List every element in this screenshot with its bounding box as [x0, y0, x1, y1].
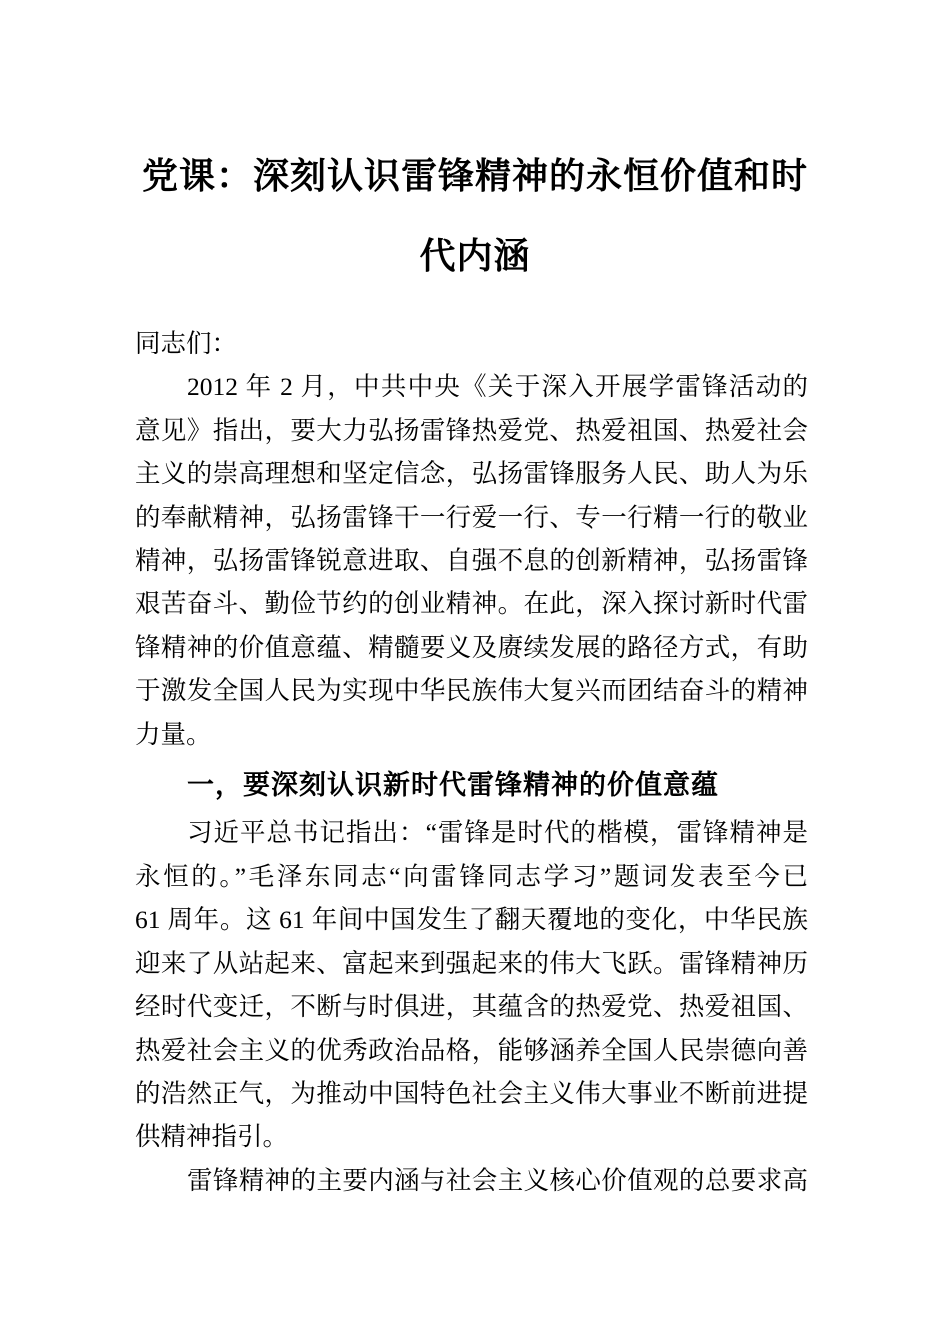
text-line: 永恒的。”毛泽东同志“向雷锋同志学习”题词发表至今已: [135, 861, 808, 891]
paragraph-section1-b: [135, 1159, 808, 1202]
text-line: 主义的崇高理想和坚定信念，弘扬雷锋服务人民、助人为乐: [135, 459, 808, 489]
text-line: 经时代变迁，不断与时俱进，其蕴含的热爱党、热爱祖国、: [135, 992, 808, 1022]
paragraph-section1-a: [135, 811, 808, 1158]
text-line: 锋精神的价值意蕴、精髓要义及赓续发展的路径方式，有助: [135, 632, 808, 662]
text-line: 精神，弘扬雷锋锐意进取、自强不息的创新精神，弘扬雷锋: [135, 546, 808, 576]
text-line: 习近平总书记指出：“雷锋是时代的楷模，雷锋精神是: [187, 818, 808, 848]
text-line: 热爱社会主义的优秀政治品格，能够涵养全国人民崇德向善: [135, 1035, 808, 1065]
text-line: 的浩然正气，为推动中国特色社会主义伟大事业不断前进提: [135, 1078, 808, 1108]
section-heading-text: 一，要深刻认识新时代雷锋精神的价值意蕴: [187, 770, 719, 801]
text-line: 意见》指出，要大力弘扬雷锋热爱党、热爱祖国、热爱社会: [135, 415, 808, 445]
text-line: 艰苦奋斗、勤俭节约的创业精神。在此，深入探讨新时代雷: [135, 589, 808, 619]
text-line: 供精神指引。: [135, 1122, 289, 1152]
document-title: [120, 0, 830, 296]
salutation: [135, 322, 808, 365]
text-line: 2012 年 2 月，中共中央《关于深入开展学雷锋活动的: [187, 372, 808, 402]
text-line: 的奉献精神，弘扬雷锋干一行爱一行、专一行精一行的敬业: [135, 502, 808, 532]
title-line-1: 党课：深刻认识雷锋精神的永恒价值和时: [141, 156, 808, 196]
document-body: [135, 322, 808, 1202]
paragraph-intro: [135, 365, 808, 756]
section-heading-1: [135, 764, 808, 807]
text-line: 61 周年。这 61 年间中国发生了翻天覆地的变化，中华民族: [135, 905, 808, 935]
text-line: 力量。: [135, 719, 212, 749]
text-line: 同志们：: [135, 329, 238, 358]
text-line: 于激发全国人民为实现中华民族伟大复兴而团结奋斗的精神: [135, 676, 808, 706]
title-line-2: 代内涵: [419, 236, 531, 276]
text-line: 迎来了从站起来、富起来到强起来的伟大飞跃。雷锋精神历: [135, 948, 808, 978]
text-line: 雷锋精神的主要内涵与社会主义核心价值观的总要求高: [187, 1165, 808, 1195]
